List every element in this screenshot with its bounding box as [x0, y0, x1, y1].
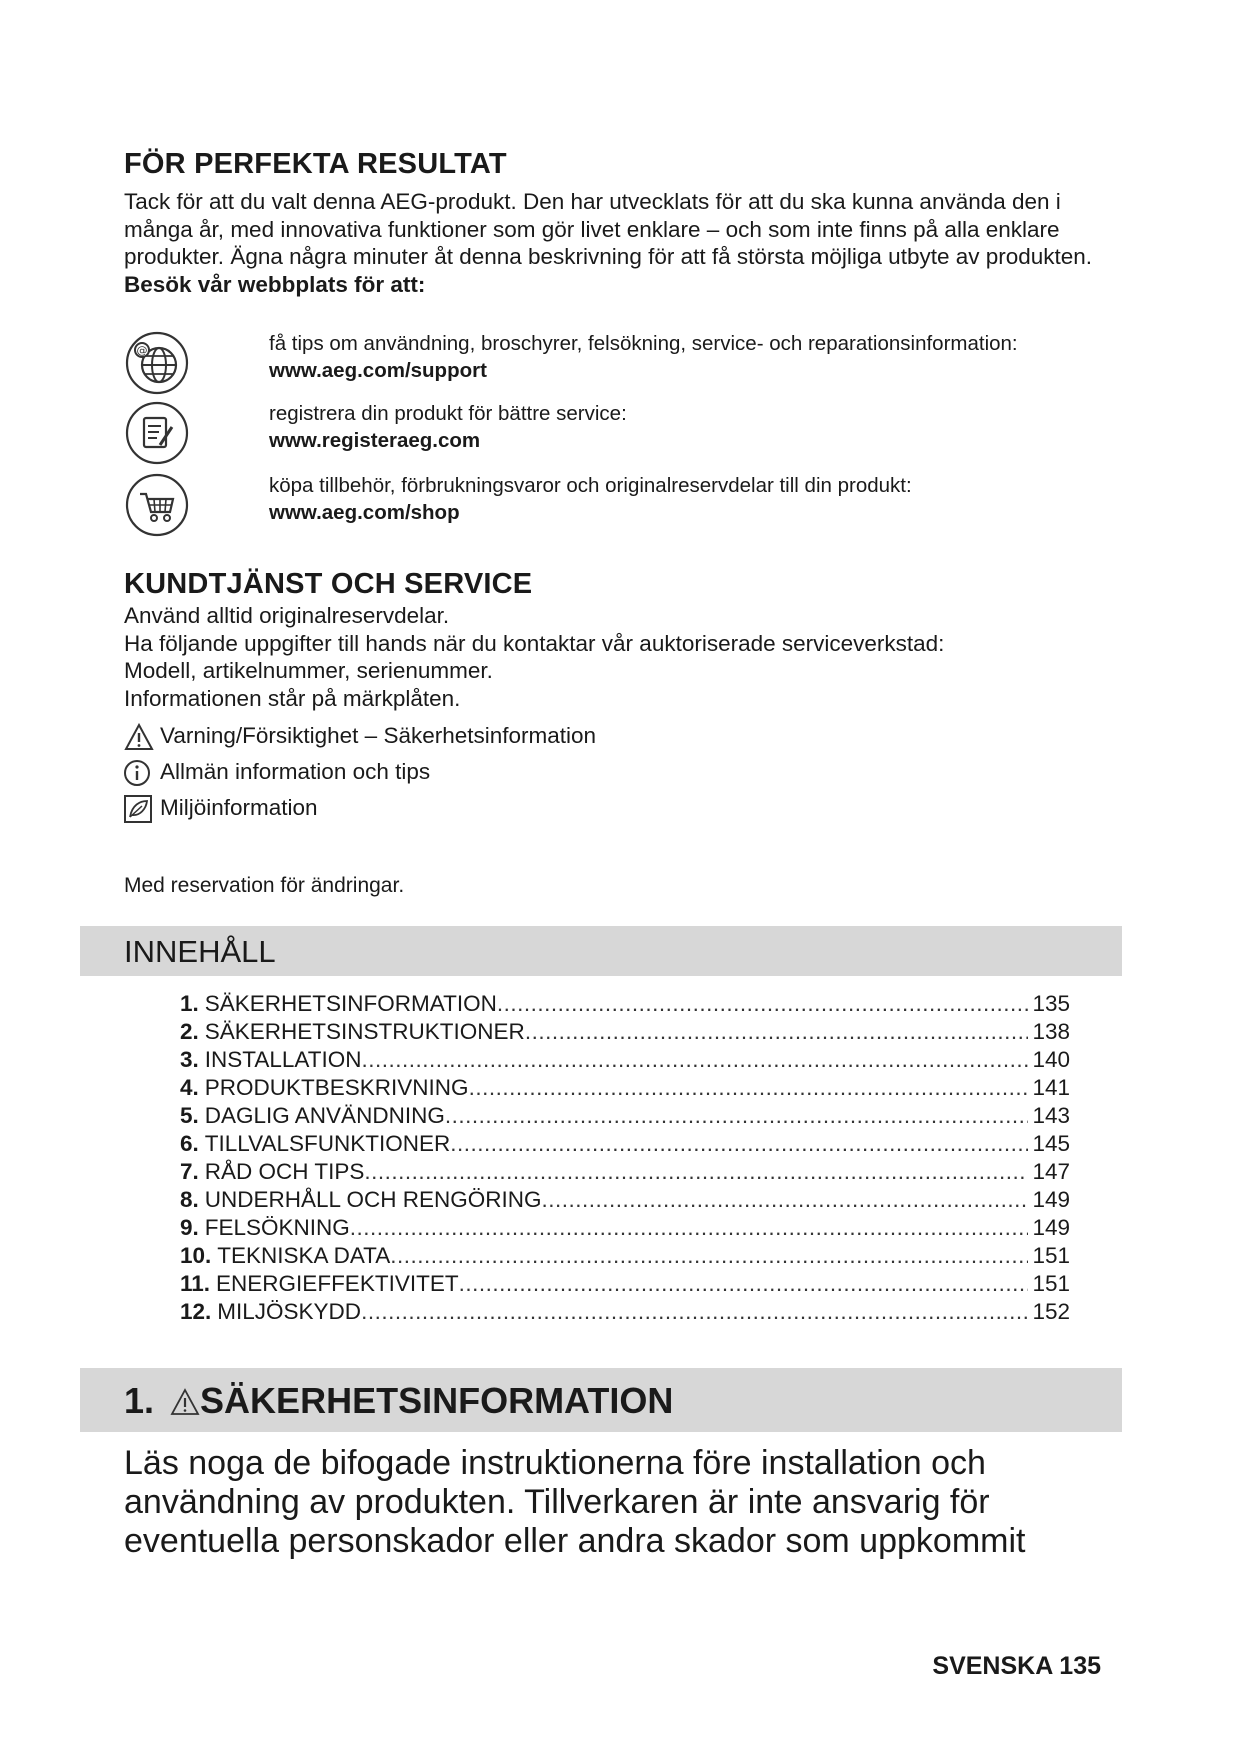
service-line: Informationen står på märkplåten. [124, 685, 461, 711]
change-note: Med reservation för ändringar. [124, 874, 405, 897]
toc-page-number: 149 [1032, 1187, 1070, 1212]
toc-title: INSTALLATION [204, 1047, 362, 1072]
toc-row[interactable] [180, 1130, 1070, 1158]
toc-title: ENERGIEFFEKTIVITET [216, 1271, 459, 1296]
toc-page-number: 141 [1032, 1075, 1070, 1100]
service-heading: KUNDTJÄNST OCH SERVICE [124, 568, 533, 600]
contents-band [80, 926, 1122, 976]
visit-label: Besök vår webbplats för att: [124, 271, 426, 297]
toc-leader-dots [459, 1270, 1029, 1298]
toc-page-number: 151 [1032, 1243, 1070, 1268]
toc-page-number: 149 [1032, 1215, 1070, 1240]
intro-paragraph: Tack för att du valt denna AEG-produkt. Den har utvecklats för att du ska kunna använda den i många år, med innovativa funktioner som gör livet enklare – och som inte finns på alla enklare produkter. Ägna några minuter åt denna beskrivning för att få största möjliga utbyte av produkten. [124, 189, 1093, 269]
link-row-register [124, 400, 1124, 460]
link-row-support [124, 330, 1124, 390]
legend-label: Allmän information och tips [160, 759, 431, 784]
toc-row[interactable] [180, 1074, 1070, 1102]
toc-leader-dots [350, 1214, 1029, 1242]
toc-row[interactable] [180, 1186, 1070, 1214]
link-url-register[interactable]: www.registeraeg.com [269, 429, 481, 452]
toc-page-number: 145 [1032, 1131, 1070, 1156]
toc-number: 12. [180, 1299, 212, 1324]
warning-icon [170, 1383, 200, 1411]
legend-label: Miljöinformation [160, 795, 318, 820]
toc-title: TILLVALSFUNKTIONER [204, 1131, 451, 1156]
toc-row[interactable] [180, 1018, 1070, 1046]
link-url-support[interactable]: www.aeg.com/support [269, 359, 487, 382]
link-text-shop: köpa tillbehör, förbrukningsvaror och originalreservdelar till din produkt: [269, 474, 912, 497]
intro-paragraph-block [124, 188, 1124, 298]
toc-row[interactable] [180, 1214, 1070, 1242]
register-icon [124, 400, 188, 464]
service-lines [124, 602, 1124, 712]
toc-leader-dots [361, 1046, 1028, 1074]
toc-row[interactable] [180, 1298, 1070, 1326]
contents-heading: INNEHÅLL [124, 934, 276, 969]
toc-number: 1. [180, 991, 199, 1016]
toc-number: 6. [180, 1131, 199, 1156]
table-of-contents [180, 990, 1070, 1326]
toc-title: TEKNISKA DATA [217, 1243, 391, 1268]
toc-row[interactable] [180, 990, 1070, 1018]
legend-warning [124, 720, 596, 752]
legend-environment [124, 792, 318, 824]
globe-icon [124, 330, 188, 394]
toc-number: 8. [180, 1187, 199, 1212]
safety-band [80, 1368, 1122, 1432]
toc-page-number: 140 [1032, 1047, 1070, 1072]
toc-row[interactable] [180, 1102, 1070, 1130]
link-text-register: registrera din produkt för bättre service: [269, 402, 627, 425]
toc-title: SÄKERHETSINFORMATION [204, 991, 497, 1016]
page-footer: SVENSKA 135 [932, 1652, 1101, 1680]
service-line: Använd alltid originalreservdelar. [124, 603, 450, 628]
toc-page-number: 135 [1032, 991, 1070, 1016]
safety-heading: SÄKERHETSINFORMATION [200, 1380, 674, 1421]
toc-leader-dots [445, 1102, 1029, 1130]
toc-number: 11. [180, 1271, 211, 1296]
toc-number: 10. [180, 1243, 212, 1268]
toc-number: 3. [180, 1047, 199, 1072]
toc-row[interactable] [180, 1270, 1070, 1298]
leaf-icon [124, 795, 154, 823]
toc-page-number: 143 [1032, 1103, 1070, 1128]
intro-heading: FÖR PERFEKTA RESULTAT [124, 148, 507, 180]
toc-row[interactable] [180, 1158, 1070, 1186]
toc-title: SÄKERHETSINSTRUKTIONER [204, 1019, 525, 1044]
toc-row[interactable] [180, 1242, 1070, 1270]
toc-row[interactable] [180, 1046, 1070, 1074]
toc-number: 5. [180, 1103, 199, 1128]
toc-leader-dots [525, 1018, 1029, 1046]
toc-leader-dots [364, 1158, 1028, 1186]
warning-icon [124, 723, 154, 751]
service-line: Ha följande uppgifter till hands när du kontaktar vår auktoriserade serviceverkstad: [124, 630, 945, 656]
toc-title: PRODUKTBESKRIVNING [204, 1075, 469, 1100]
safety-paragraph: Läs noga de bifogade instruktionerna före installation och användning av produkten. Tillverkaren är inte ansvarig för eventuella personskador eller andra skador som uppkommit [124, 1444, 1026, 1560]
info-icon [124, 759, 154, 787]
link-text-support: få tips om användning, broschyrer, felsökning, service- och reparationsinformation: [269, 332, 1018, 355]
toc-page-number: 147 [1032, 1159, 1070, 1184]
toc-title: FELSÖKNING [204, 1215, 350, 1240]
legend-info [124, 756, 430, 788]
link-row-shop [124, 472, 1124, 532]
toc-leader-dots [361, 1298, 1028, 1326]
link-url-shop[interactable]: www.aeg.com/shop [269, 501, 460, 524]
toc-title: MILJÖSKYDD [217, 1299, 362, 1324]
safety-heading-wrap [124, 1380, 673, 1422]
safety-number: 1. [124, 1380, 155, 1421]
toc-leader-dots [497, 990, 1029, 1018]
toc-leader-dots [469, 1074, 1029, 1102]
toc-title: RÅD OCH TIPS [204, 1159, 365, 1184]
toc-title: UNDERHÅLL OCH RENGÖRING [204, 1187, 542, 1212]
toc-title: DAGLIG ANVÄNDNING [204, 1103, 445, 1128]
cart-icon [124, 472, 188, 536]
toc-leader-dots [450, 1130, 1028, 1158]
toc-page-number: 151 [1032, 1271, 1070, 1296]
legend-label: Varning/Försiktighet – Säkerhetsinformation [160, 723, 597, 748]
toc-page-number: 138 [1032, 1019, 1070, 1044]
toc-page-number: 152 [1032, 1299, 1070, 1324]
toc-number: 2. [180, 1019, 199, 1044]
toc-number: 4. [180, 1075, 199, 1100]
toc-leader-dots [541, 1186, 1028, 1214]
service-line: Modell, artikelnummer, serienummer. [124, 658, 493, 683]
toc-number: 9. [180, 1215, 199, 1240]
svg-text:@: @ [136, 344, 148, 357]
toc-leader-dots [390, 1242, 1028, 1270]
toc-number: 7. [180, 1159, 199, 1184]
